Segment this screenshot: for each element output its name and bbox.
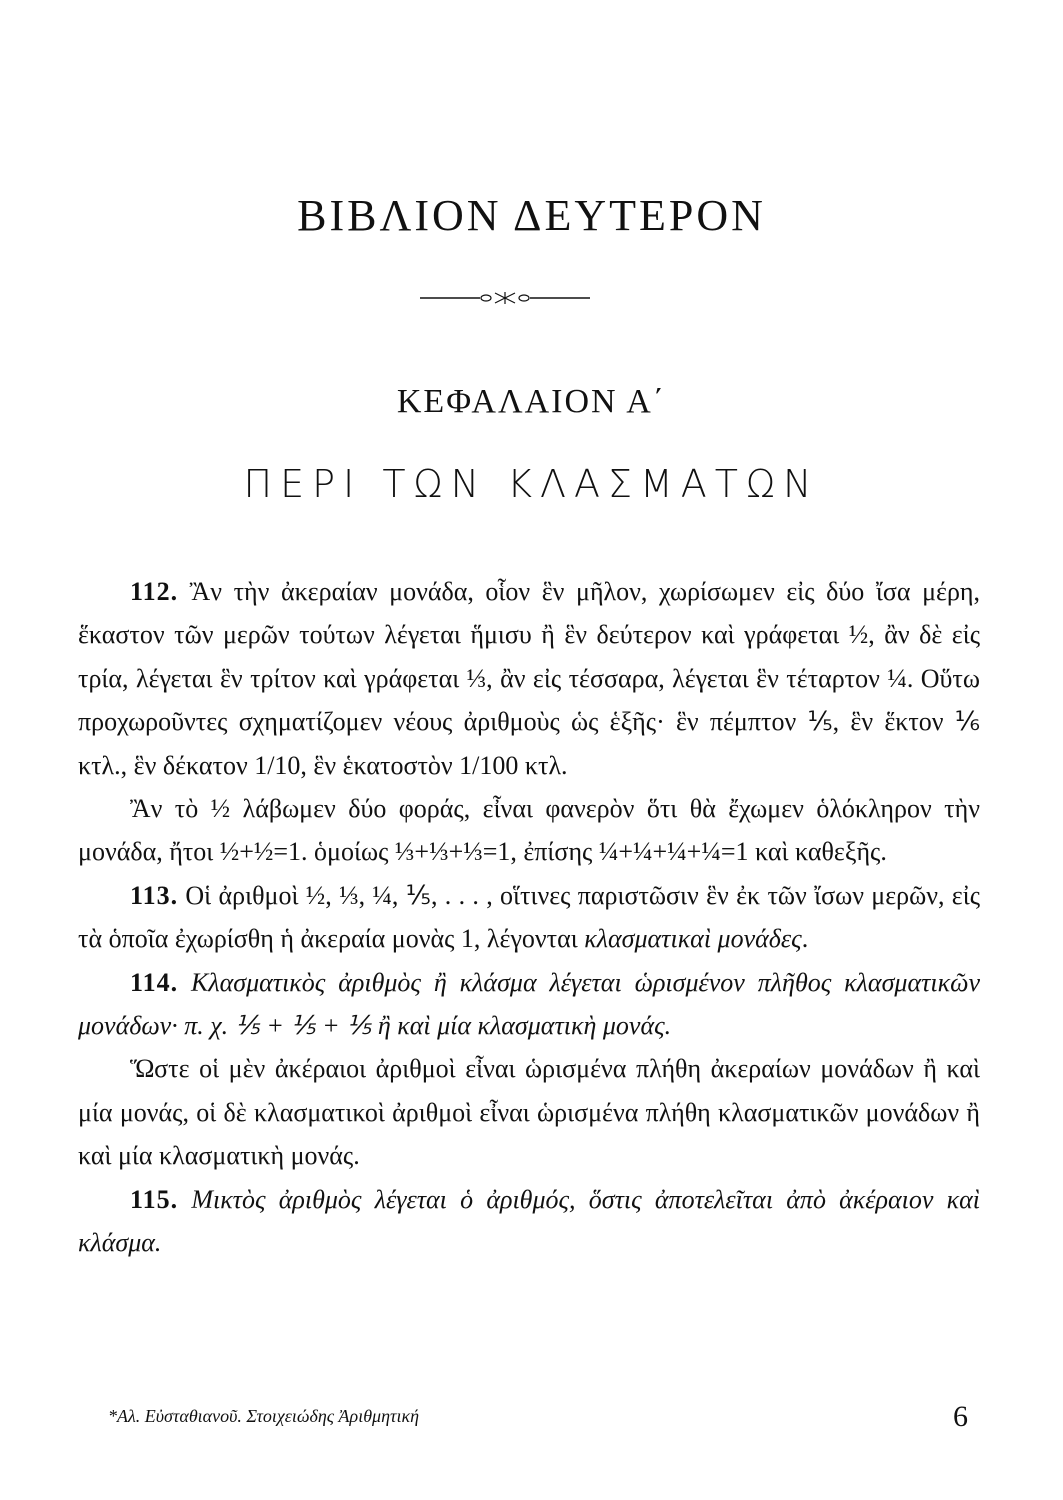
paragraph-text: Οἱ ἀριθμοὶ ½, ⅓, ¼, ⅕, . . . , οἵτινες παριστῶσιν ἓν ἐκ τῶν ἴσων μερῶν, εἰς τὰ ὁποῖα ἐχωρίσθη ἡ ἀκεραία μονὰς 1, λέγονται <box>78 880 981 954</box>
paragraph-text: Ἂν τὴν ἀκεραίαν μονάδα, οἷον ἓν μῆλον, χωρίσωμεν εἰς δύο ἴσα μέρη, ἕκαστον τῶν μερῶν τούτων λέγεται ἥμισυ ἢ ἓν δεύτερον καὶ γράφεται ½, ἂν δὲ εἰς τρία, λέγεται ἓν τρίτον καὶ γράφεται ⅓, ἂν εἰς τέσσαρα, λέγεται ἓν τέταρτον ¼. Οὕτω προχωροῦντες σχηματίζομεν νέους ἀριθμοὺς ὡς ἑξῆς· ἓν πέμπτον ⅕, ἓν ἕκτον ⅙ κτλ., ἓν δέκατον 1/10, ἓν ἑκατοστὸν 1/100 κτλ. <box>78 577 981 780</box>
paragraph-112 <box>78 570 980 787</box>
body-text <box>78 570 980 1265</box>
paragraph-text: Ἂν τὸ ½ λάβωμεν δύο φοράς, εἶναι φανερὸν ὅτι θὰ ἔχωμεν ὁλόκληρον τὴν μονάδα, ἤτοι ½+½=1. ὁμοίως ⅓+⅓+⅓=1, ἐπίσης ¼+¼+¼+¼=1 καὶ καθεξῆς. <box>78 794 980 867</box>
paragraph-112-continued <box>78 787 980 874</box>
emphasized-term: κλασματικαὶ μονάδες <box>584 924 802 954</box>
paragraph-115 <box>78 1178 980 1265</box>
paragraph-114 <box>78 961 980 1048</box>
page-number: 6 <box>953 1400 968 1433</box>
paragraph-113 <box>78 874 980 961</box>
ornament-divider-icon <box>420 290 590 306</box>
paragraph-text: Ὥστε οἱ μὲν ἀκέραιοι ἀριθμοὶ εἶναι ὡρισμένα πλήθη ἀκεραίων μονάδων ἢ καὶ μία μονάς, οἱ δὲ κλασματικοὶ ἀριθμοὶ εἶναι ὡρισμένα πλήθη κλασματικῶν μονάδων ἢ καὶ μία κλασματικὴ μονάς. <box>78 1054 980 1171</box>
chapter-subtitle: ΠΕΡΙ ΤΩΝ ΚΛΑΣΜΑΤΩΝ <box>243 462 820 506</box>
chapter-heading: ΚΕΦΑΛΑΙΟΝ Α΄ <box>396 383 667 420</box>
paragraph-number: 114. <box>130 967 179 997</box>
paragraph-end: . <box>801 924 809 954</box>
paragraph-number: 115. <box>130 1184 179 1214</box>
book-title: ΒΙΒΛΙΟΝ ΔΕΥΤΕΡΟΝ <box>297 191 766 240</box>
definition-text: Μικτὸς ἀριθμὸς λέγεται ὁ ἀριθμός, ὅστις ἀποτελεῖται ἀπὸ ἀκέραιον καὶ κλάσμα. <box>78 1184 981 1258</box>
paragraph-114-continued <box>78 1047 980 1177</box>
page-footer <box>108 1400 968 1440</box>
paragraph-number: 112. <box>130 577 179 606</box>
footer-source: *Αλ. Εὐσταθιανοῦ. Στοιχειώδης Ἀριθμητική <box>108 1406 420 1426</box>
definition-text: Κλασματικὸς ἀριθμὸς ἢ κλάσμα λέγεται ὡρισμένον πλῆθος κλασματικῶν μονάδων· π. χ. ⅕ + ⅕ + ⅕ ἢ καὶ μία κλασματικὴ μονάς. <box>78 967 980 1041</box>
paragraph-number: 113. <box>130 880 179 910</box>
